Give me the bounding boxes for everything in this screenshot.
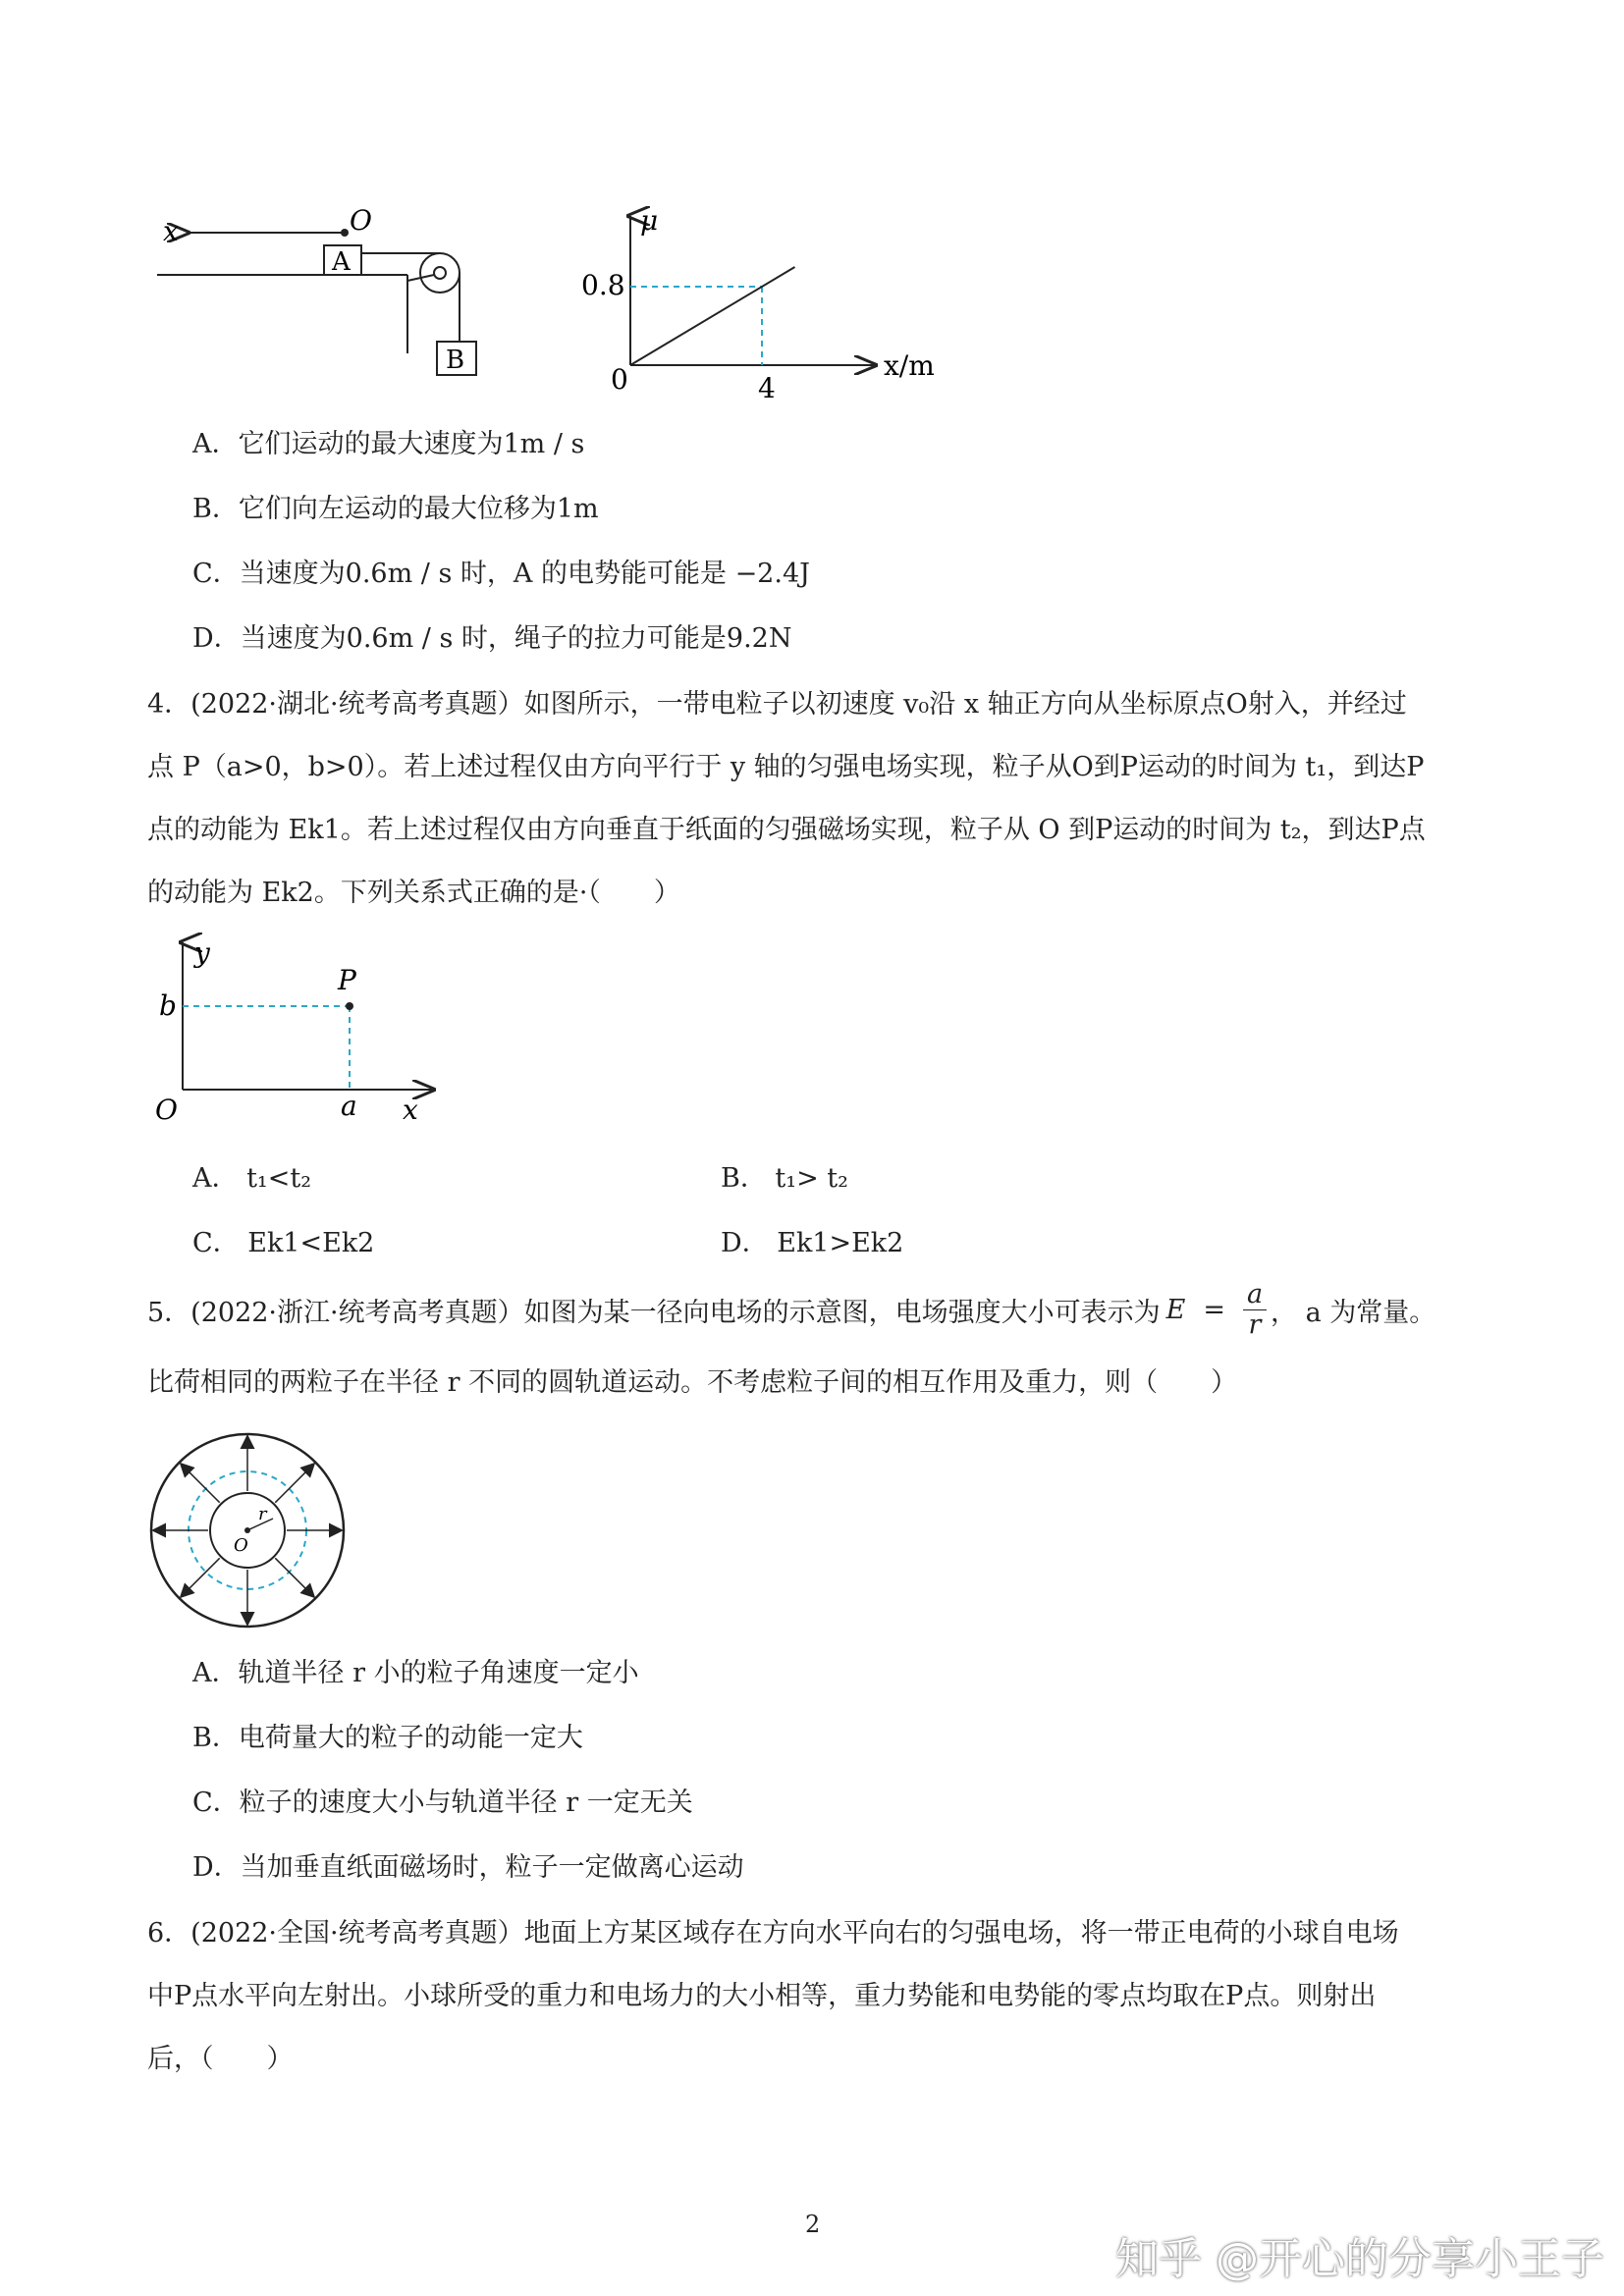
q5-option-c: C．粒子的速度大小与轨道半径 r 一定无关 xyxy=(192,1788,693,1818)
field-arrow xyxy=(182,1465,220,1503)
q5-o-label: O xyxy=(234,1535,248,1556)
block-b-label: B xyxy=(446,346,465,375)
q5-center-point xyxy=(244,1527,250,1533)
q6-stem xyxy=(147,1902,1483,2091)
field-arrow xyxy=(275,1465,313,1503)
q4-point-p xyxy=(346,1002,353,1010)
q4-option-a: A． t₁<t₂ xyxy=(192,1163,312,1194)
q4-origin-label: O xyxy=(155,1094,178,1126)
q5-option-b: B．电荷量大的粒子的动能一定大 xyxy=(192,1723,583,1753)
q4-option-d: D． Ek1>Ek2 xyxy=(721,1228,904,1258)
field-arrow xyxy=(275,1558,313,1596)
q4-stem xyxy=(147,673,1483,925)
y-axis-label: μ xyxy=(640,204,659,237)
q3-option-a: A．它们运动的最大速度为1m / s xyxy=(192,429,585,459)
q5-line-1 xyxy=(147,1280,1435,1339)
q4-y-label: y xyxy=(194,936,210,969)
q6-line-2: 中P点水平向左射出。小球所受的重力和电场力的大小相等，重力势能和电势能的零点均取在P点。则射出 xyxy=(147,1981,1377,2011)
x-label: x xyxy=(163,215,179,247)
pulley-figure xyxy=(147,196,520,402)
mu-graph xyxy=(560,196,972,402)
q3-option-d: D．当速度为0.6m / s 时，绳子的拉力可能是9.2N xyxy=(192,623,792,654)
q4-line-1: 4．(2022·湖北·统考高考真题）如图所示，一带电粒子以初速度 v₀沿 x 轴正方向从坐标原点O射入，并经过 xyxy=(147,689,1407,720)
q5-formula-eq: = xyxy=(1203,1294,1225,1325)
x-tick-label: 4 xyxy=(758,372,776,402)
q4-coordinate-figure xyxy=(147,933,442,1129)
origin-point xyxy=(341,229,349,237)
origin-tick-label: 0 xyxy=(611,363,628,396)
q4-line-4: 的动能为 Ek2。下列关系式正确的是·（ ） xyxy=(147,878,680,908)
zhihu-watermark: 知乎 @开心的分享小王子 xyxy=(1115,2234,1604,2284)
q6-line-3: 后，（ ） xyxy=(147,2044,294,2074)
q3-option-c: C．当速度为0.6m / s 时，A 的电势能可能是 −2.4J xyxy=(192,559,810,589)
q5-formula-e: E xyxy=(1165,1294,1186,1325)
origin-label: O xyxy=(350,204,372,237)
q5-formula-denominator: r xyxy=(1248,1308,1262,1340)
pulley-axle xyxy=(434,267,446,279)
q5-option-d: D．当加垂直纸面磁场时，粒子一定做离心运动 xyxy=(192,1852,744,1883)
q4-line-3: 点的动能为 Ek1。若上述过程仅由方向垂直于纸面的匀强磁场实现，粒子从 O 到P运动的时间为 t₂，到达P点 xyxy=(147,815,1426,845)
x-axis-label: x/m xyxy=(884,349,935,382)
page-number: 2 xyxy=(805,2211,821,2238)
q5-radial-field-figure xyxy=(145,1428,352,1634)
mu-series-line xyxy=(630,267,795,365)
q6-line-1: 6．(2022·全国·统考高考真题）地面上方某区域存在方向水平向右的匀强电场，将一带正电荷的小球自电场 xyxy=(147,1918,1399,1949)
field-arrow xyxy=(182,1558,220,1596)
q5-option-a: A．轨道半径 r 小的粒子角速度一定小 xyxy=(192,1658,639,1688)
q5-line-2: 比荷相同的两粒子在半径 r 不同的圆轨道运动。不考虑粒子间的相互作用及重力，则（ ） xyxy=(147,1367,1238,1398)
q4-line-2: 点 P（a>0，b>0）。若上述过程仅由方向平行于 y 轴的匀强电场实现，粒子从O到P运动的时间为 t₁，到达P xyxy=(147,752,1425,782)
q4-b-label: b xyxy=(159,989,177,1022)
q4-option-c: C． Ek1<Ek2 xyxy=(192,1228,375,1258)
q5-line-1-pre: 5．(2022·浙江·统考高考真题）如图为某一径向电场的示意图，电场强度大小可表示为 xyxy=(147,1297,1161,1328)
q4-a-label: a xyxy=(341,1090,357,1122)
y-tick-label: 0.8 xyxy=(581,269,625,301)
q5-r-label: r xyxy=(258,1504,267,1524)
block-a-label: A xyxy=(332,247,351,277)
q5-line-1-post: ， a 为常量。 xyxy=(1271,1297,1436,1328)
q5-formula-fraction xyxy=(1243,1280,1267,1340)
q4-option-b: B． t₁> t₂ xyxy=(721,1163,848,1194)
q5-formula-numerator: a xyxy=(1243,1280,1267,1310)
q4-x-label: x xyxy=(403,1094,418,1126)
q4-p-label: P xyxy=(338,964,356,996)
q3-option-b: B．它们向左运动的最大位移为1m xyxy=(192,494,599,524)
